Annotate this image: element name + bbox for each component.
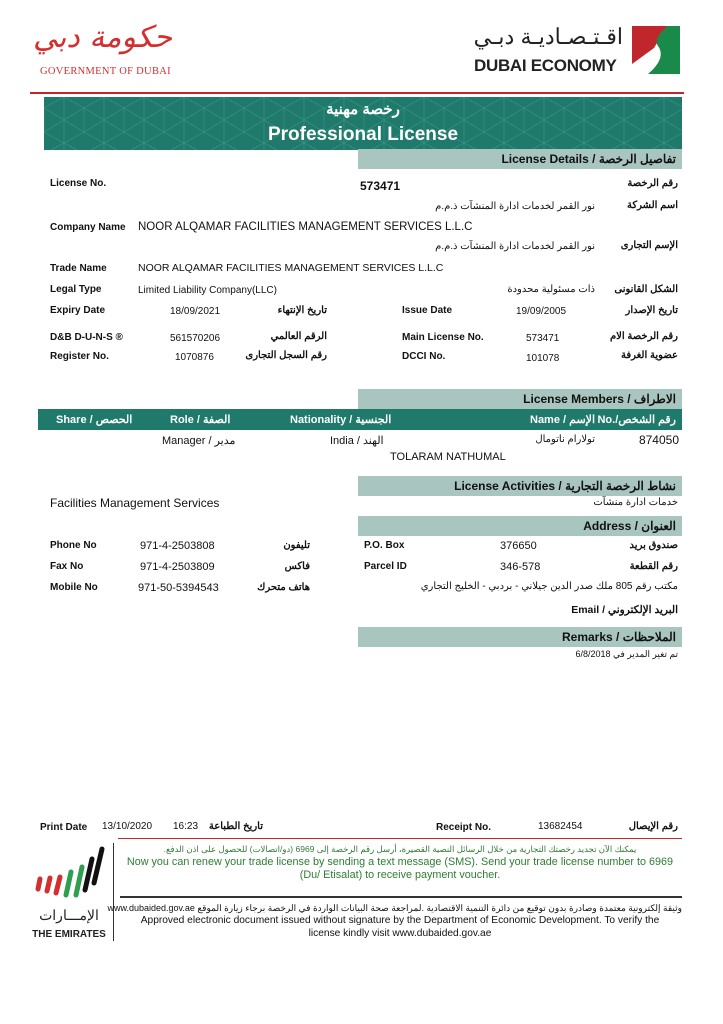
col-name: Name / الإسم bbox=[530, 414, 596, 426]
address-heading-text: Address / العنوان bbox=[583, 519, 676, 533]
trade-name-ar-label: الإسم التجارى bbox=[620, 240, 678, 251]
emirates-stripes-icon bbox=[30, 845, 110, 905]
gov-of-dubai-logo bbox=[32, 20, 178, 80]
duns-label: D&B D-U-N-S ® bbox=[50, 332, 123, 343]
fax-label: Fax No bbox=[50, 561, 84, 572]
parcel-label: Parcel ID bbox=[364, 561, 407, 572]
pobox-label: P.O. Box bbox=[364, 540, 405, 551]
dcci-no-label: DCCI No. bbox=[402, 351, 446, 362]
register-no-ar-label: رقم السجل التجارى bbox=[245, 350, 327, 361]
footer-dark-rule bbox=[120, 896, 682, 898]
trade-name-ar-value: نور القمر لخدمات ادارة المنشآت ذ.م.م bbox=[435, 241, 595, 252]
approved-notice-ar: وثيقة إلكترونية معتمدة وصادرة بدون توقيع من دائرة التنمية الاقتصادية .لمراجعة صحة البيانات الواردة في الرخصة برجاء زيارة الموقع www.dubaided.gov.ae bbox=[107, 903, 682, 913]
phone-value: 971-4-2503808 bbox=[140, 540, 215, 552]
remarks-heading bbox=[358, 627, 682, 647]
phone-ar-label: تليفون bbox=[283, 540, 310, 551]
company-name-ar-label: اسم الشركة bbox=[627, 200, 678, 211]
member-name-en: TOLARAM NATHUMAL bbox=[390, 451, 506, 463]
register-no-label: Register No. bbox=[50, 351, 109, 362]
title-english: Professional License bbox=[267, 124, 459, 145]
main-license-ar-label: رقم الرخصة الام bbox=[609, 331, 678, 342]
mobile-value: 971-50-5394543 bbox=[138, 582, 219, 594]
receipt-no-value: 13682454 bbox=[538, 821, 583, 832]
footer-vertical-rule bbox=[113, 843, 114, 941]
economy-logo-arabic: اقـتـصـاديـة دبـي bbox=[473, 24, 623, 49]
address-ar: مكتب رقم 805 ملك صدر الدين جيلاني - بردبي - الخليج التجاري bbox=[420, 581, 678, 592]
expiry-date-label: Expiry Date bbox=[50, 305, 106, 316]
license-activities-heading bbox=[358, 476, 682, 496]
issue-date-label: Issue Date bbox=[402, 305, 453, 316]
issue-date-ar-label: تاريخ الإصدار bbox=[625, 305, 678, 316]
pobox-value: 376650 bbox=[500, 540, 537, 552]
register-no-value: 1070876 bbox=[175, 352, 214, 363]
license-details-heading bbox=[358, 149, 682, 169]
expiry-date-ar-label: تاريخ الإنتهاء bbox=[277, 305, 327, 316]
main-license-label: Main License No. bbox=[402, 332, 484, 343]
emirates-logo-english: THE EMIRATES bbox=[32, 929, 106, 940]
receipt-no-label: Receipt No. bbox=[436, 822, 492, 833]
economy-logo-english: DUBAI ECONOMY bbox=[474, 56, 617, 75]
approved-notice-en-1: Approved electronic document issued without signature by the Department of Economic Development. To verify the bbox=[140, 915, 660, 926]
gov-logo-english: GOVERNMENT OF DUBAI bbox=[40, 66, 171, 77]
title-banner bbox=[44, 97, 682, 150]
license-activities-heading-text: License Activities / نشاط الرخصة التجارية bbox=[454, 479, 676, 493]
license-no-value: 573471 bbox=[360, 179, 401, 193]
license-no-label-ar: رقم الرخصة bbox=[627, 178, 678, 189]
title-arabic: رخصة مهنية bbox=[326, 101, 400, 118]
col-share: Share / الحصص bbox=[56, 414, 133, 426]
pobox-ar-label: صندوق بريد bbox=[629, 540, 678, 551]
license-details-heading-text: License Details / تفاصيل الرخصة bbox=[501, 152, 676, 166]
sms-notice-en-1: Now you can renew your trade license by sending a text message (SMS). Send your trade license number to 6969 bbox=[126, 856, 674, 868]
trade-name-value: NOOR ALQAMAR FACILITIES MANAGEMENT SERVICES L.L.C bbox=[138, 262, 444, 274]
print-time-value: 16:23 bbox=[173, 821, 199, 832]
col-nationality: Nationality / الجنسية bbox=[290, 414, 392, 426]
legal-type-ar-value: ذات مسئولية محدودة bbox=[507, 284, 595, 295]
sms-notice-en-2: (Du/ Etisalat) to receive payment voucher. bbox=[299, 869, 501, 881]
header-red-rule bbox=[30, 92, 684, 94]
the-emirates-logo bbox=[30, 845, 110, 945]
phone-label: Phone No bbox=[50, 540, 97, 551]
fax-ar-label: فاكس bbox=[284, 561, 310, 572]
member-nationality: India / الهند bbox=[330, 435, 384, 447]
member-name-ar: تولارام ناتومال bbox=[535, 434, 595, 445]
license-members-heading bbox=[358, 389, 682, 409]
fax-value: 971-4-2503809 bbox=[140, 561, 215, 573]
dubai-economy-emblem-icon bbox=[630, 24, 682, 76]
license-members-heading-text: License Members / الاطراف bbox=[523, 392, 676, 406]
legal-type-label: Legal Type bbox=[50, 284, 102, 295]
gov-logo-arabic: حكومة دبي bbox=[32, 20, 172, 55]
col-role: Role / الصفة bbox=[170, 414, 231, 426]
member-no: 874050 bbox=[638, 433, 679, 447]
trade-name-label: Trade Name bbox=[50, 263, 107, 274]
remarks-text: تم تغير المدير في 6/8/2018 bbox=[575, 649, 678, 659]
members-table-header bbox=[38, 409, 682, 430]
license-no-label: License No. bbox=[50, 178, 107, 189]
mobile-label: Mobile No bbox=[50, 582, 98, 593]
main-license-value: 573471 bbox=[526, 333, 560, 344]
email-label: Email / البريد الإلكتروني bbox=[571, 604, 678, 616]
sms-notice-ar: يمكنك الآن تجديد رخصتك التجارية من خلال الرسائل النصية القصيرة، أرسل رقم الرخصة إلى 6969 (دو/اتصالات) للحصول على اذن الدفع. bbox=[163, 844, 637, 854]
parcel-value: 346-578 bbox=[500, 561, 541, 573]
address-heading bbox=[358, 516, 682, 536]
dubai-economy-logo bbox=[470, 22, 685, 77]
issue-date-value: 19/09/2005 bbox=[516, 306, 567, 317]
receipt-no-ar-label: رقم الإيصال bbox=[628, 821, 678, 832]
col-no: No./رقم الشخص bbox=[597, 414, 676, 426]
expiry-date-value: 18/09/2021 bbox=[170, 306, 221, 317]
print-date-label: Print Date bbox=[40, 822, 88, 833]
company-name-value: NOOR ALQAMAR FACILITIES MANAGEMENT SERVICES L.L.C bbox=[138, 221, 473, 233]
dcci-no-value: 101078 bbox=[526, 353, 560, 364]
dcci-no-ar-label: عضوية الغرفة bbox=[620, 350, 678, 361]
remarks-heading-text: Remarks / الملاحظات bbox=[561, 630, 676, 644]
member-role: Manager / مدير bbox=[162, 435, 236, 447]
legal-type-value: Limited Liability Company(LLC) bbox=[138, 285, 277, 296]
mobile-ar-label: هاتف متحرك bbox=[257, 582, 310, 593]
activity-en: Facilities Management Services bbox=[50, 496, 220, 510]
legal-type-ar-label: الشكل القانونى bbox=[614, 284, 678, 295]
company-name-ar-value: نور القمر لخدمات ادارة المنشآت ذ.م.م bbox=[435, 201, 595, 212]
duns-value: 561570206 bbox=[170, 333, 221, 344]
parcel-ar-label: رقم القطعة bbox=[629, 561, 678, 572]
duns-ar-label: الرقم العالمي bbox=[270, 331, 327, 342]
footer-red-rule bbox=[118, 838, 682, 839]
company-name-label: Company Name bbox=[50, 222, 126, 233]
emirates-logo-arabic: الإمـــارات bbox=[39, 907, 99, 923]
activity-ar: خدمات ادارة منشآت bbox=[593, 497, 678, 508]
approved-notice-en-2: license kindly visit www.dubaided.gov.ae bbox=[308, 928, 492, 939]
print-date-ar-label: تاريخ الطباعة bbox=[208, 821, 263, 832]
print-date-value: 13/10/2020 bbox=[102, 821, 153, 832]
